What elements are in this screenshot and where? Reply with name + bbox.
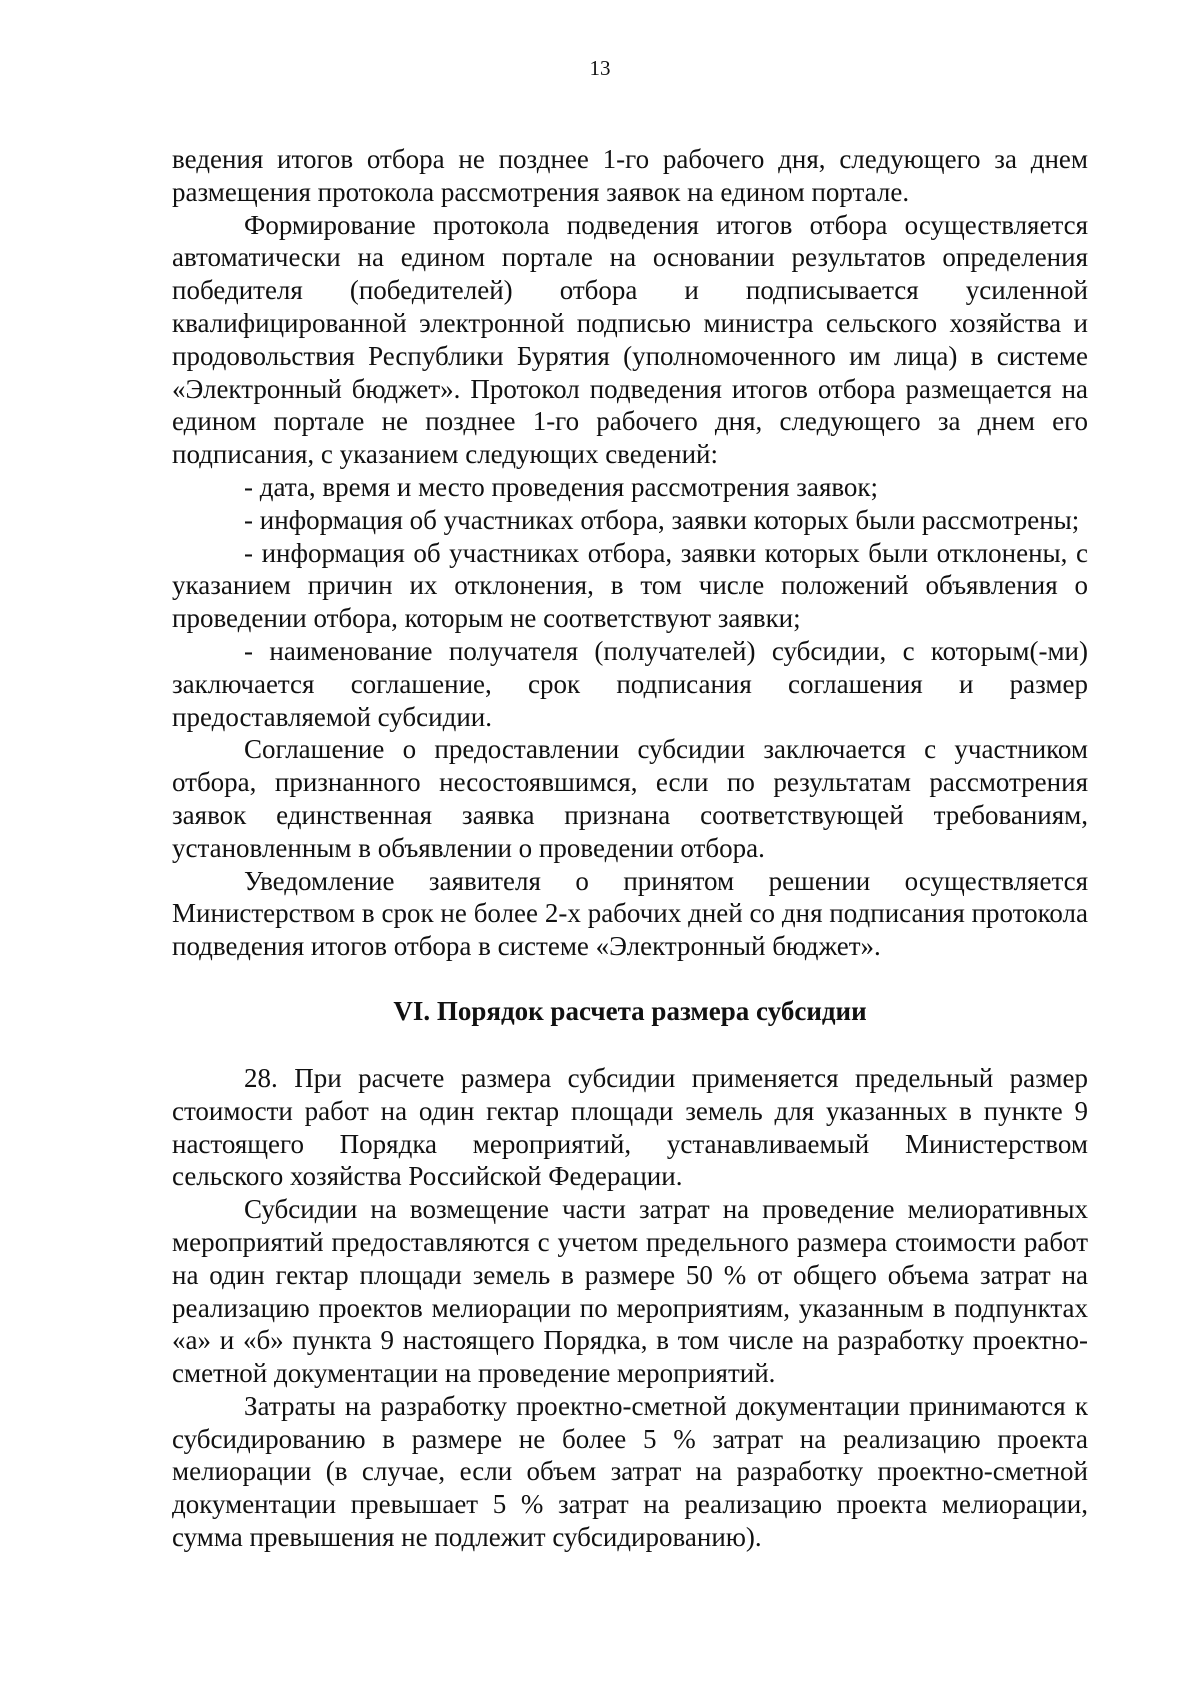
paragraph-design-costs: Затраты на разработку проектно-сметной документации принимаются к субсидированию в размере не более 5 % затрат на реализацию проекта мелиорации (в случае, если объем затрат на разработку проектно-сметной документации превышает 5 % затрат на реализацию проекта мелиорации, сумма превышения не подлежит субсидированию). [172,1390,1088,1553]
paragraph-continuation: ведения итогов отбора не позднее 1-го рабочего дня, следующего за днем размещения протокола рассмотрения заявок на едином портале. [172,144,1088,207]
list-item-rejected-participants: - информация об участниках отбора, заявки которых были отклонены, с указанием причин их отклонения, в том числе положений объявления о проведении отбора, которым не соответствуют заявки; [172,537,1088,634]
list-item-subsidy-recipients: - наименование получателя (получателей) субсидии, с которым(-ми) заключается соглашение, срок подписания соглашения и размер предоставляемой субсидии. [172,635,1088,732]
section-heading: VI. Порядок расчета размера субсидии [393,995,867,1026]
list-item-considered-participants: - информация об участниках отбора, заявки которых были рассмотрены; [244,504,1080,535]
paragraph-protocol-formation: Формирование протокола подведения итогов отбора осуществляется автоматически на едином портале на основании результатов определения победителя (победителей) отбора и подписывается усиленной квалифицированной электронной подписью министра сельского хозяйства и продовольствия Республики Бурятия (уполномоченного им лица) в системе «Электронный бюджет». Протокол подведения итогов отбора размещается на едином портале не позднее 1-го рабочего дня, следующего за днем его подписания, с указанием следующих сведений: [172,209,1088,470]
list-item-date-time-place: - дата, время и место проведения рассмотрения заявок; [244,471,879,502]
paragraph-item-28: 28. При расчете размера субсидии применяется предельный размер стоимости работ на один гектар площади земель для указанных в пункте 9 настоящего Порядка мероприятий, устанавливаемый Министерством сельского хозяйства Российской Федерации. [172,1062,1088,1192]
paragraph-notification: Уведомление заявителя о принятом решении осуществляется Министерством в срок не более 2-х рабочих дней со дня подписания протокола подведения итогов отбора в системе «Электронный бюджет». [172,865,1088,962]
document-body [172,143,1088,1554]
paragraph-subsidy-share: Субсидии на возмещение части затрат на проведение мелиоративных мероприятий предоставляются с учетом предельного размера стоимости работ на один гектар площади земель в размере 50 % от общего объема затрат на реализацию проектов мелиорации по мероприятиям, указанным в подпунктах «а» и «б» пункта 9 настоящего Порядка, в том числе на разработку проектно-сметной документации на проведение мероприятий. [172,1194,1088,1389]
page-number: 13 [589,56,611,80]
paragraph-agreement: Соглашение о предоставлении субсидии заключается с участником отбора, признанного несостоявшимся, если по результатам рассмотрения заявок единственная заявка признана соответствующей требованиям, установленным в объявлении о проведении отбора. [172,734,1088,863]
